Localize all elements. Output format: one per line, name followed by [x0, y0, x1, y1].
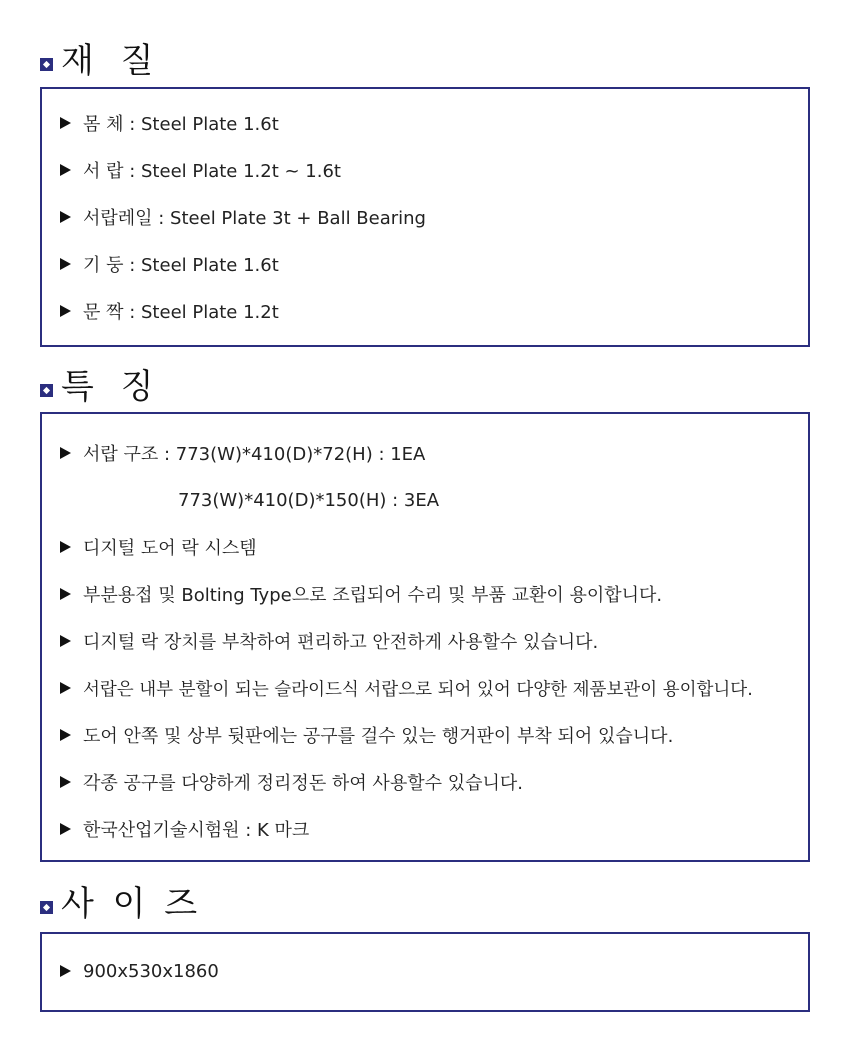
- size-section-title: 사 이 즈: [61, 884, 202, 924]
- right-triangle-icon: [60, 305, 71, 317]
- material-item-text: 문 짝 : Steel Plate 1.2t: [83, 302, 279, 323]
- right-triangle-icon: [60, 117, 71, 129]
- material-box: [40, 87, 810, 347]
- right-triangle-icon: [60, 682, 71, 694]
- right-triangle-icon: [60, 776, 71, 788]
- list-item: [60, 158, 341, 182]
- right-triangle-icon: [60, 965, 71, 977]
- right-triangle-icon: [60, 588, 71, 600]
- size-item-text: 900x530x1860: [83, 960, 219, 982]
- material-item-text: 기 둥 : Steel Plate 1.6t: [83, 255, 279, 276]
- features-item-text: 한국산업기술시험원 : K 마크: [83, 820, 310, 841]
- list-item: [60, 817, 309, 841]
- list-item: [60, 111, 279, 135]
- material-item-text: 몸 체 : Steel Plate 1.6t: [83, 114, 279, 135]
- features-section-header: [40, 364, 162, 410]
- material-section-title: 재 질: [61, 41, 162, 81]
- features-item-text: 773(W)*410(D)*150(H) : 3EA: [178, 489, 440, 511]
- list-item: [60, 252, 279, 276]
- list-item-continuation: [178, 488, 439, 512]
- features-box: [40, 412, 810, 862]
- features-item-text: 디지털 락 장치를 부착하여 편리하고 안전하게 사용할수 있습니다.: [83, 632, 599, 653]
- features-section-title: 특 징: [61, 367, 162, 407]
- features-item-text: 부분용접 및 Bolting Type으로 조립되어 수리 및 부품 교환이 용이합니다.: [83, 585, 663, 606]
- list-item: [60, 629, 598, 653]
- right-triangle-icon: [60, 729, 71, 741]
- features-item-text: 도어 안쪽 및 상부 뒷판에는 공구를 걸수 있는 행거판이 부착 되어 있습니다.: [83, 726, 674, 747]
- list-item: [60, 535, 257, 559]
- material-item-text: 서 랍 : Steel Plate 1.2t ~ 1.6t: [83, 161, 341, 182]
- right-triangle-icon: [60, 541, 71, 553]
- right-triangle-icon: [60, 635, 71, 647]
- list-item: [60, 770, 523, 794]
- list-item: [60, 441, 425, 465]
- square-bullet-icon: [40, 58, 53, 71]
- features-item-text: 각종 공구를 다양하게 정리정돈 하여 사용할수 있습니다.: [83, 773, 523, 794]
- square-bullet-icon: [40, 901, 53, 914]
- material-section-header: [40, 38, 162, 84]
- size-box: [40, 932, 810, 1012]
- list-item: [60, 299, 279, 323]
- list-item: [60, 959, 219, 983]
- features-item-text: 서랍 구조 : 773(W)*410(D)*72(H) : 1EA: [83, 444, 426, 465]
- size-section-header: [40, 881, 201, 927]
- material-item-text: 서랍레일 : Steel Plate 3t + Ball Bearing: [83, 208, 426, 229]
- features-item-text: 디지털 도어 락 시스템: [83, 538, 257, 559]
- right-triangle-icon: [60, 164, 71, 176]
- list-item: [60, 723, 673, 747]
- features-item-text: 서랍은 내부 분할이 되는 슬라이드식 서랍으로 되어 있어 다양한 제품보관이 용이합니다.: [83, 679, 753, 700]
- list-item: [60, 582, 662, 606]
- list-item: [60, 676, 753, 700]
- right-triangle-icon: [60, 823, 71, 835]
- right-triangle-icon: [60, 258, 71, 270]
- list-item: [60, 205, 426, 229]
- square-bullet-icon: [40, 384, 53, 397]
- right-triangle-icon: [60, 447, 71, 459]
- right-triangle-icon: [60, 211, 71, 223]
